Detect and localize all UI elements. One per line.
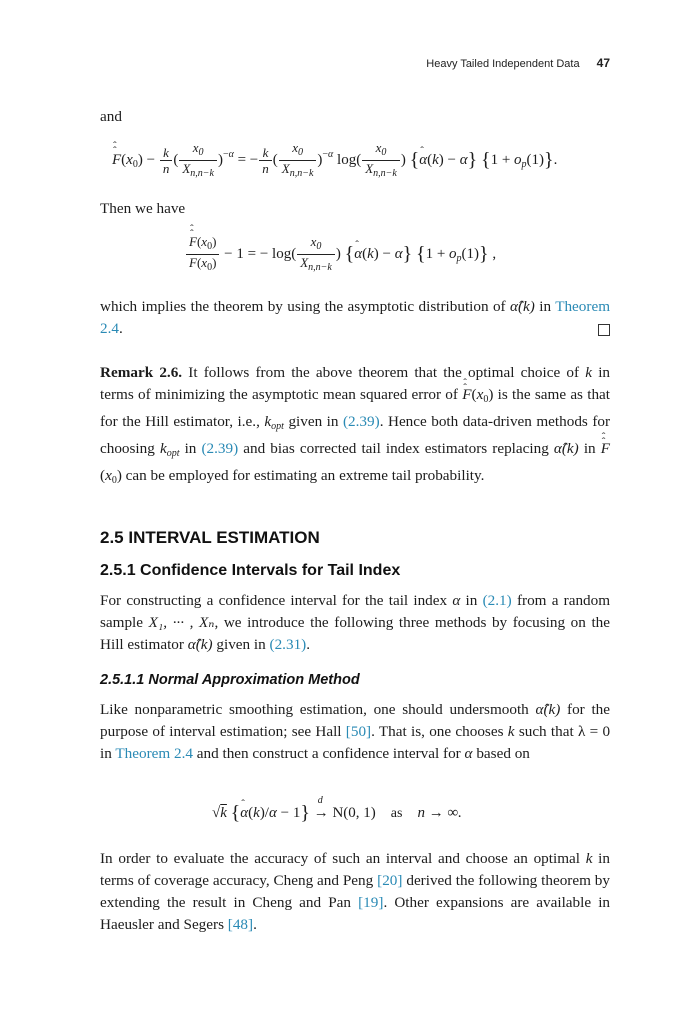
ref-50-link[interactable]: [50] xyxy=(345,723,372,740)
page-number: 47 xyxy=(596,56,610,70)
ref-2-1-link[interactable]: (2.1) xyxy=(482,592,512,609)
theorem-2-4-link-2[interactable]: Theorem 2.4 xyxy=(115,745,193,762)
running-title: Heavy Tailed Independent Data xyxy=(426,58,580,70)
text-and: and xyxy=(100,108,122,125)
remark-2-6: Remark 2.6. It follows from the above theorem that the optimal choice of k in terms of minimizing the asymptotic mean squared error of ˆ F $ˆ(x_0)$ is the same as that for the Hill estimator, i.e., $k_{opt}$ given in (2.39). Hence both data-driven methods for choosing $k_{opt}$ in (2.39) and bias corrected tail index estimators replacing α̂(k) in ˆ F $ˆ(x_0)$ can be employed for estimating an extreme tail probability. xyxy=(100,362,610,492)
theorem-2-4-link[interactable]: Theorem 2.4 xyxy=(100,298,611,337)
ref-2-39-link-2[interactable]: (2.39) xyxy=(201,440,239,457)
ref-20-link[interactable]: [20] xyxy=(377,872,403,889)
subsubsection-heading-2-5-1-1: 2.5.1.1 Normal Approximation Method xyxy=(100,672,360,688)
equation-3: √k {ˆ α(k)/α − 1} → d N(0, 1) as n → ∞. xyxy=(212,802,462,825)
qed-box-icon xyxy=(598,324,610,336)
paragraph-coverage-accuracy: In order to evaluate the accuracy of such an interval and choose an optimal k in terms of coverage accuracy, Cheng and Peng [20] derived the following theorem by extending the result in Cheng and Pan [19]. Other expansions are available in Haeusler and Segers [48]. xyxy=(100,850,611,933)
equation-1: ˆ F $ˆ(x_0)$ − $\frac{k}{n}$ ( $\frac{x_0}{X_{n,n-k}}$ )$^{-\alpha}$ = − $\frac{k}{n}$ ( $\frac{x_0}{X_{n,n-k}}$ )$^{-\alpha}$ log( $\frac{x_0}{X_{n,n-k}}$ ) {ˆ α(k) − α} $\{1 + o_p(1)\}$. xyxy=(112,140,557,181)
ref-48-link[interactable]: [48] xyxy=(227,916,254,933)
paragraph-normal-approximation: Like nonparametric smoothing estimation, one should undersmooth α̂(k) for the purpose of interval estimation; see Hall [50]. That is, one chooses k such that λ = 0 in Theorem 2.4 and then construct a confidence interval for α based on xyxy=(100,701,611,762)
paragraph-which-implies: which implies the theorem by using the asymptotic distribution of α̂(k) in Theorem 2.4. xyxy=(100,298,611,337)
section-heading-2-5: 2.5 INTERVAL ESTIMATION xyxy=(100,528,320,547)
paragraph-confidence-intervals: For constructing a confidence interval for the tail index α in (2.1) from a random sample X₁, ··· , Xₙ, we introduce the following three methods by focusing on the Hill estimator α̂(k) given in (2.31). xyxy=(100,592,611,653)
ref-2-39-link[interactable]: (2.39) xyxy=(342,413,380,430)
ref-19-link[interactable]: [19] xyxy=(358,894,384,911)
ref-2-31-link[interactable]: (2.31) xyxy=(269,636,307,653)
subsection-heading-2-5-1: 2.5.1 Confidence Intervals for Tail Index xyxy=(100,562,401,579)
remark-label: Remark 2.6. xyxy=(100,364,183,381)
running-header xyxy=(426,56,610,70)
equation-2: ˆ $\frac{F ˆ(x_0)}{\overline{F}(x_0)}$ − 1 = − log( $\frac{x_0}{X_{n,n-k}}$ ) {ˆ α(k) − α} $\{1 + o_p(1)\}$ , xyxy=(185,234,496,275)
text-then-we-have: Then we have xyxy=(100,200,186,217)
